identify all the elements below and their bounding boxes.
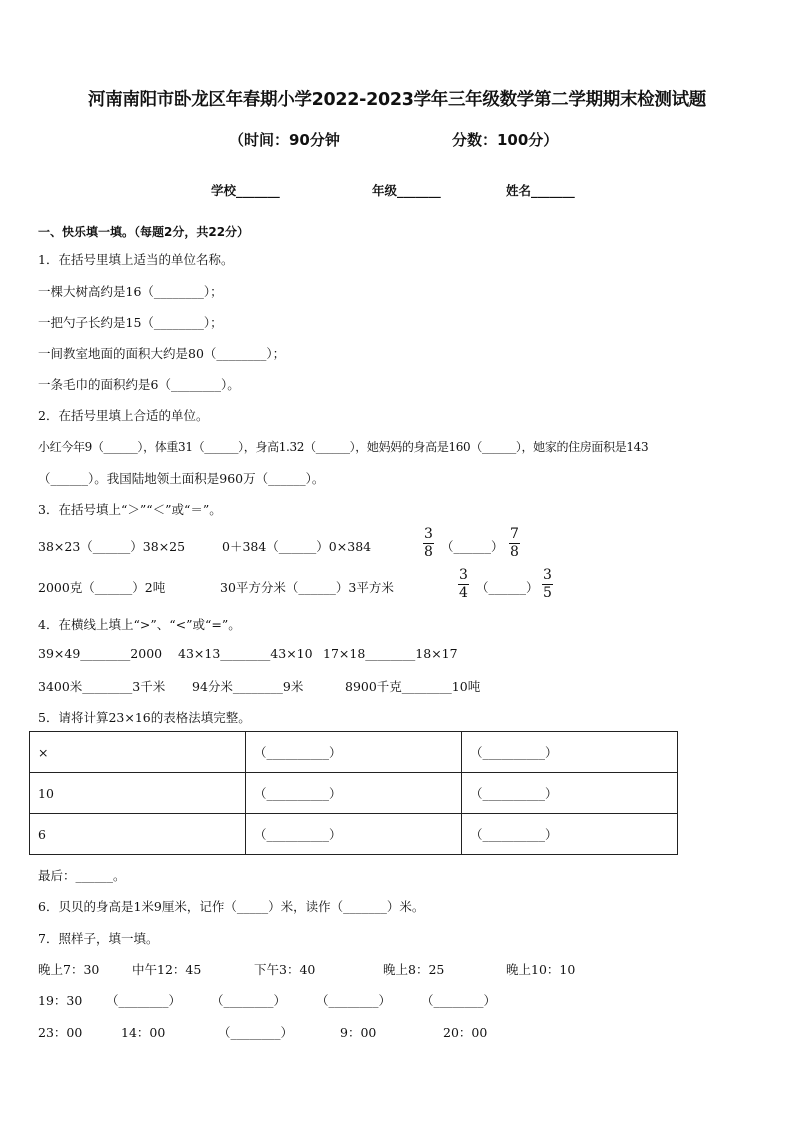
- question-2-line: 小红今年9（______），体重31（______），身高1.32（______），她妈妈的身高是160（______），她家的住房面积是143: [38, 440, 649, 454]
- question-2-stem: 2．在括号里填上合适的单位。: [38, 408, 209, 423]
- school-field: 学校_______: [211, 183, 280, 198]
- compare-item: 2000克（______）2吨: [38, 580, 166, 595]
- table-cell: （__________）: [246, 732, 462, 773]
- compare-item: 30平方分米（______）3平方米: [220, 580, 394, 595]
- time-blank: （________）: [218, 1025, 294, 1040]
- question-1-line: 一把勺子长约是15（________）；: [38, 315, 223, 330]
- fraction-denominator: 8: [510, 544, 519, 560]
- compare-item: 3400米________3千米: [38, 679, 166, 694]
- compare-item: 94分米________9米: [192, 679, 304, 694]
- compare-item: 38×23（______）38×25: [38, 539, 186, 554]
- question-3-stem: 3．在括号填上“＞”“＜”或“＝”。: [38, 502, 222, 517]
- fraction-denominator: 8: [424, 544, 433, 560]
- compare-item: 0＋384（______）0×384: [222, 539, 372, 554]
- time-blank: （________）: [211, 993, 287, 1008]
- question-1-line: 一间教室地面的面积大约是80（________）；: [38, 346, 286, 361]
- multiplication-table: [29, 731, 678, 855]
- time-item: 14：00: [121, 1025, 166, 1040]
- table-cell: （__________）: [462, 732, 678, 773]
- time-item: 中午12：45: [132, 962, 202, 977]
- question-7-stem: 7．照样子，填一填。: [38, 931, 159, 946]
- time-blank: （________）: [316, 993, 392, 1008]
- question-1-stem: 1．在括号里填上适当的单位名称。: [38, 252, 234, 267]
- compare-blank: （______）: [476, 580, 539, 595]
- fraction-numerator: 3: [543, 567, 552, 583]
- compare-item: 8900千克________10吨: [345, 679, 481, 694]
- question-1-line: 一条毛巾的面积约是6（________）。: [38, 377, 240, 392]
- time-item: 晚上8：25: [383, 962, 445, 977]
- compare-blank: （______）: [441, 539, 504, 554]
- fraction: [542, 567, 553, 602]
- fraction-numerator: 7: [510, 526, 519, 542]
- time-item: 9：00: [340, 1025, 377, 1040]
- time-item: 下午3：40: [254, 962, 316, 977]
- fraction-denominator: 4: [459, 585, 468, 601]
- question-6-stem: 6．贝贝的身高是1米9厘米，记作（_____）米，读作（_______）米。: [38, 899, 425, 914]
- question-5-stem: 5．请将计算23×16的表格法填完整。: [38, 710, 251, 725]
- table-cell: ×: [30, 732, 246, 773]
- question-2-line: （______）。我国陆地领土面积是960万（______）。: [38, 471, 325, 486]
- question-5-final: 最后：______。: [38, 868, 126, 883]
- grade-field: 年级_______: [372, 183, 441, 198]
- time-item: 晚上7：30: [38, 962, 100, 977]
- question-1-line: 一棵大树高约是16（________）；: [38, 284, 223, 299]
- time-item: 20：00: [443, 1025, 488, 1040]
- fraction-numerator: 3: [424, 526, 433, 542]
- compare-item: 39×49________2000: [38, 646, 163, 661]
- table-row: [30, 814, 678, 855]
- table-cell: （__________）: [462, 773, 678, 814]
- compare-item: 43×13________43×10: [178, 646, 313, 661]
- time-item: 23：00: [38, 1025, 83, 1040]
- time-item: 19：30: [38, 993, 83, 1008]
- section-heading: 一、快乐填一填。（每题2分，共22分）: [38, 225, 250, 239]
- fraction: [458, 567, 469, 602]
- table-cell: 10: [30, 773, 246, 814]
- compare-item: 17×18________18×17: [323, 646, 458, 661]
- fraction-denominator: 5: [543, 585, 552, 601]
- table-row: [30, 773, 678, 814]
- exam-score: 分数：100分）: [452, 131, 559, 149]
- time-blank: （________）: [106, 993, 182, 1008]
- exam-time: （时间：90分钟: [229, 131, 340, 149]
- fraction: [509, 526, 520, 561]
- time-blank: （________）: [421, 993, 497, 1008]
- table-cell: （__________）: [246, 773, 462, 814]
- table-row: [30, 732, 678, 773]
- table-cell: 6: [30, 814, 246, 855]
- name-field: 姓名_______: [506, 183, 575, 198]
- fraction: [423, 526, 434, 561]
- table-cell: （__________）: [246, 814, 462, 855]
- question-4-stem: 4．在横线上填上“>”、“<”或“=”。: [38, 617, 241, 632]
- page-title: 河南南阳市卧龙区年春期小学2022-2023学年三年级数学第二学期期末检测试题: [88, 90, 706, 110]
- fraction-numerator: 3: [459, 567, 468, 583]
- time-item: 晚上10：10: [506, 962, 576, 977]
- table-cell: （__________）: [462, 814, 678, 855]
